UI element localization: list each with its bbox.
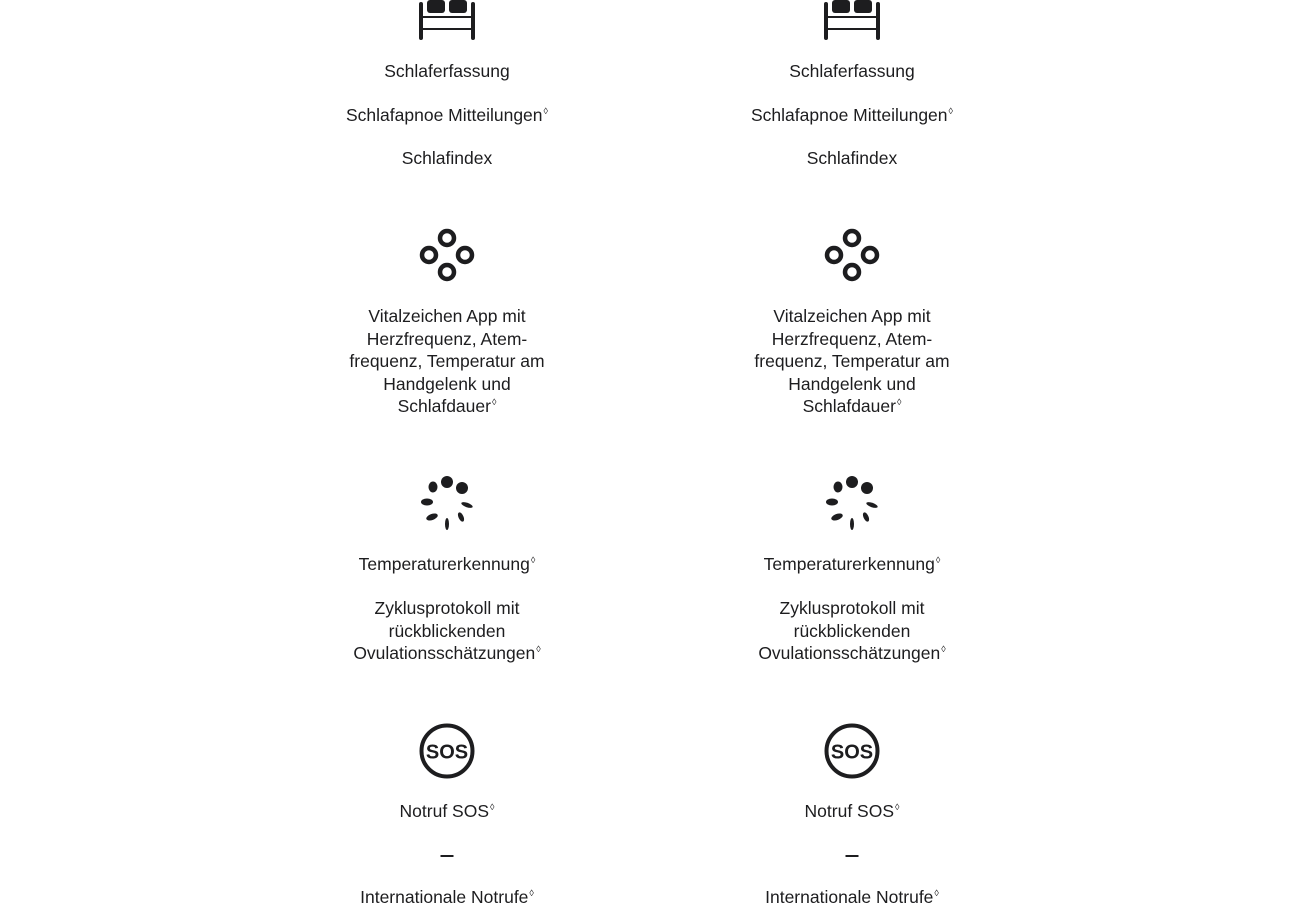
- sleep-score-label: Schlafindex: [806, 148, 898, 168]
- vitals-description: Vitalzeichen App mit Herzfrequenz, Atem- frequenz, Temperatur am Handgelenk und Schlafdauer◊: [349, 306, 545, 416]
- temperature-sensing-icon: [823, 474, 881, 532]
- not-available-dash: [846, 855, 859, 857]
- vitals-description: Vitalzeichen App mit Herzfrequenz, Atem- frequenz, Temperatur am Handgelenk und Schlafdauer◊: [754, 306, 950, 416]
- emergency-sos-label: Notruf SOS◊: [399, 801, 495, 821]
- sleep-tracking-label: Schlaferfassung: [789, 61, 915, 81]
- sos-icon-text: SOS: [830, 741, 874, 764]
- temperature-sensing-label: Temperaturerkennung◊: [358, 554, 536, 574]
- sleep-apnea-label: Schlafapnoe Mitteilungen◊: [751, 105, 953, 125]
- emergency-sos-label: Notruf SOS◊: [804, 801, 900, 821]
- bed-icon: [819, 0, 885, 40]
- international-emergency-label: Internationale Notrufe◊: [360, 887, 534, 907]
- sleep-apnea-label: Schlafapnoe Mitteilungen◊: [346, 105, 548, 125]
- sleep-tracking-label: Schlaferfassung: [384, 61, 510, 81]
- bed-icon: [414, 0, 480, 40]
- sos-icon: [418, 722, 476, 780]
- sos-icon-text: SOS: [425, 741, 469, 764]
- not-available-dash: [441, 855, 454, 857]
- sleep-score-label: Schlafindex: [401, 148, 493, 168]
- vitals-icon: [418, 227, 476, 285]
- sos-icon: [823, 722, 881, 780]
- international-emergency-label: Internationale Notrufe◊: [765, 887, 939, 907]
- cycle-tracking-description: Zyklusprotokoll mit rückblickenden Ovulationsschätzungen◊: [758, 598, 946, 663]
- temperature-sensing-icon: [418, 474, 476, 532]
- cycle-tracking-description: Zyklusprotokoll mit rückblickenden Ovulationsschätzungen◊: [353, 598, 541, 663]
- temperature-sensing-label: Temperaturerkennung◊: [763, 554, 941, 574]
- vitals-icon: [823, 227, 881, 285]
